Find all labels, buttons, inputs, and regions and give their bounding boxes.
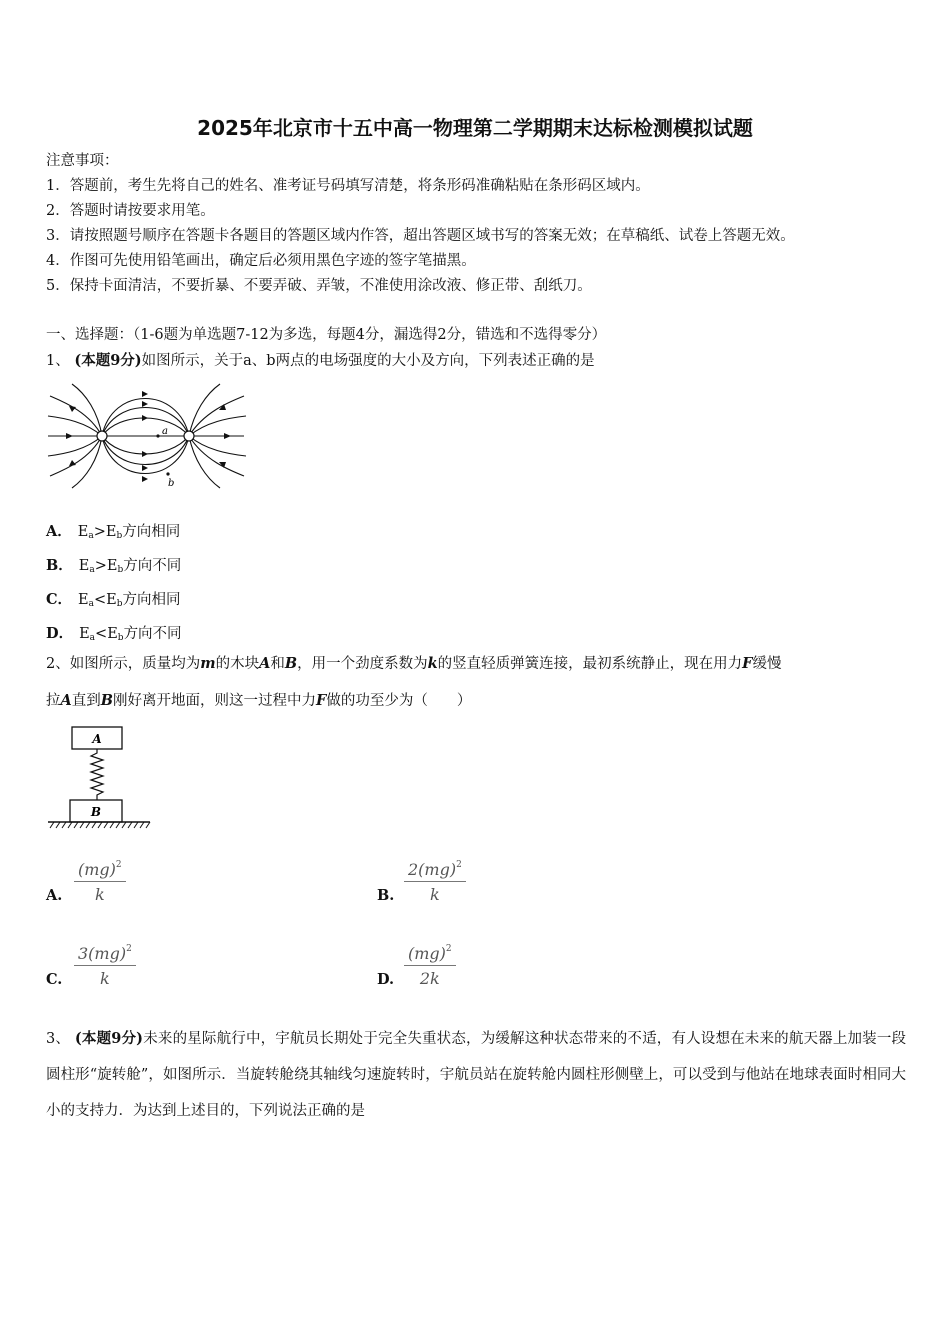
notice-item-4: 4．作图可先使用铅笔画出，确定后必须用黑色字迹的签字笔描黑。 (46, 253, 476, 269)
question-1-option-c[interactable]: C． $E_a<E_b$方向相同 (46, 591, 181, 609)
spring-blocks-figure (46, 724, 156, 832)
question-2-option-a-label: A. (46, 887, 63, 904)
question-2-stem-line-1: 2、如图所示，质量均为m的木块A和B，用一个劲度系数为k的竖直轻质弹簧连接，最初系统静止，现在用力F缓慢 (46, 655, 782, 672)
question-1-option-a[interactable]: A． $E_a>E_b$方向相同 (46, 523, 181, 541)
notice-item-1: 1．答题前，考生先将自己的姓名、准考证号码填写清楚，将条形码准确粘贴在条形码区域内。 (46, 178, 650, 194)
question-2-option-b[interactable]: $\frac{2(mg)^2}{k}$ (404, 860, 466, 904)
question-1-number: 1、 (46, 353, 70, 369)
question-1-text: 如图所示，关于a、b两点的电场强度的大小及方向，下列表述正确的是 (141, 353, 595, 369)
question-1-option-b[interactable]: B． $E_a>E_b$方向不同 (46, 557, 182, 575)
notice-item-3: 3．请按照题号顺序在答题卡各题目的答题区域内作答，超出答题区域书写的答案无效；在草稿纸、试卷上答题无效。 (46, 228, 795, 244)
question-3-stem: 3、 (本题9分)未来的星际航行中，宇航员长期处于完全失重状态，为缓解这种状态带来的不适，有人设想在未来的航天器上加装一段圆柱形“旋转舱”，如图所示．当旋转舱绕其轴线匀速旋转时，宇航员站在旋转舱内圆柱形侧壁上，可以受到与他站在地球表面时相同大小的支持力．为达到上述目的，下列说法正确的是 (46, 1030, 907, 1119)
question-1-score: (本题9分) (74, 352, 142, 369)
notice-heading: 注意事项： (46, 153, 119, 169)
question-2-option-d[interactable]: $\frac{(mg)^2}{2k}$ (404, 944, 456, 988)
question-2-option-d-label: D. (377, 971, 395, 988)
electric-field-lines-figure (44, 382, 254, 492)
question-2-option-b-label: B. (377, 887, 395, 904)
question-2-option-c-label: C. (46, 971, 63, 988)
point-b-label: b (168, 478, 175, 489)
question-2-option-a[interactable]: $\frac{(mg)^2}{k}$ (74, 860, 126, 904)
point-a-label: a (162, 426, 168, 437)
block-b-label: B (90, 805, 102, 819)
block-a-label: A (92, 732, 102, 746)
question-2-stem-line-2: 拉A直到B刚好离开地面，则这一过程中力F做的功至少为（ ） (46, 692, 472, 709)
page-title: 2025年北京市十五中高一物理第二学期期末达标检测模拟试题 (197, 116, 753, 140)
question-1-option-d[interactable]: D． $E_a<E_b$方向不同 (46, 625, 182, 643)
notice-item-5: 5．保持卡面清洁，不要折暴、不要弄破、弄皱，不准使用涂改液、修正带、刮纸刀。 (46, 278, 592, 294)
notice-item-2: 2．答题时请按要求用笔。 (46, 203, 215, 219)
question-1-stem (46, 354, 595, 369)
question-2-option-c[interactable]: $\frac{3(mg)^2}{k}$ (74, 944, 136, 988)
section-heading: 一、选择题：（1-6题为单选题7-12为多选，每题4分，漏选得2分，错选和不选得零分） (46, 327, 607, 343)
